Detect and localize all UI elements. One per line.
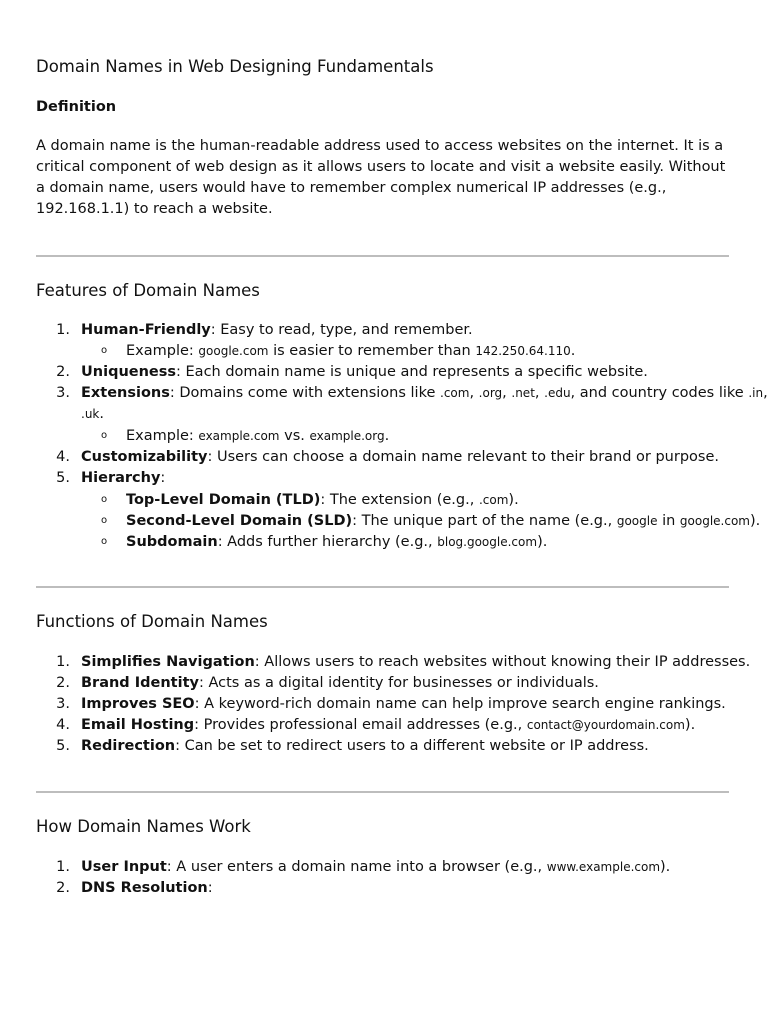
text: Example: [126,428,199,444]
term: Customizability [81,449,208,465]
code-text: google.com [198,344,269,358]
description: : Acts as a digital identity for businesses or individuals. [198,675,599,691]
term: Extensions [81,385,170,401]
text: : Adds further hierarchy (e.g., [217,534,438,550]
list-number: 2. [56,364,70,380]
text: , [469,385,479,401]
code-text: google.com [679,514,750,528]
list-number: 3. [56,696,70,712]
code-text: 142.250.64.110 [475,344,571,358]
definition-heading: Definition [36,99,117,115]
code-text: blog.google.com [437,535,538,549]
section-divider [36,791,729,793]
code-text: .edu [544,386,571,400]
section-divider [36,586,729,588]
term: DNS Resolution [81,880,208,896]
text: , [502,385,512,401]
list-number: 5. [56,738,70,754]
functions-heading: Functions of Domain Names [36,612,268,631]
term: Hierarchy [81,470,161,486]
text: . [384,428,390,444]
text: ). [660,859,671,875]
how-heading: How Domain Names Work [36,817,251,836]
text: . [99,406,104,422]
list-number: 5. [56,470,70,486]
term: Redirection [81,738,176,754]
code-text: example.org [309,429,385,443]
bullet-icon: o [101,430,108,441]
code-text: google [616,514,658,528]
text: ). [750,513,761,529]
text: ). [508,492,519,508]
description: : A keyword-rich domain name can help improve search engine rankings. [194,696,726,712]
term: User Input [81,859,167,875]
description: : [207,880,213,896]
text: . [570,343,576,359]
text: : A user enters a domain name into a browser (e.g., [166,859,547,875]
code-text: .org [478,386,503,400]
list-number: 1. [56,859,70,875]
list-number: 4. [56,449,70,465]
code-text: .net [511,386,535,400]
term: Top-Level Domain (TLD) [126,492,321,508]
term: Simplifies Navigation [81,654,255,670]
text: , and country codes like [570,385,749,401]
text: : The unique part of the name (e.g., [352,513,617,529]
text: ). [537,534,548,550]
bullet-icon: o [101,494,108,505]
term: Brand Identity [81,675,199,691]
code-text: .uk [81,407,100,421]
list-number: 1. [56,322,70,338]
text: ). [684,717,696,733]
description: : Allows users to reach websites without knowing their IP addresses. [254,654,751,670]
text: is easier to remember than [268,343,476,359]
description: : Can be set to redirect users to a different website or IP address. [175,738,649,754]
term: Human-Friendly [81,322,211,338]
code-text: .com [478,493,509,507]
text: vs. [279,428,310,444]
list-number: 1. [56,654,70,670]
document-title: Domain Names in Web Designing Fundamentals [36,57,434,76]
bullet-icon: o [101,345,108,356]
definition-paragraph: A domain name is the human-readable address used to access websites on the internet. It is a critical component of web design as it allows users to locate and visit a website easily. Without a domain name, users would have to remember complex numerical IP addresses (e.g., 192.168.1.1) to reach a website. [36,138,726,217]
code-text: www.example.com [546,860,661,874]
list-number: 3. [56,385,70,401]
list-number: 2. [56,880,70,896]
text: in [657,513,680,529]
term: Second-Level Domain (SLD) [126,513,353,529]
text: : The extension (e.g., [320,492,479,508]
code-text: .in [748,386,764,400]
text: : Domains come with extensions like [169,385,440,401]
text: Example: [126,343,199,359]
section-divider [36,255,729,257]
term: Subdomain [126,534,218,550]
term: Email Hosting [81,717,195,733]
list-number: 4. [56,717,70,733]
text: , [763,385,768,401]
text: , [534,385,545,401]
bullet-icon: o [101,536,108,547]
description: : Users can choose a domain name relevant to their brand or purpose. [207,449,719,465]
term: Uniqueness [81,364,177,380]
list-number: 2. [56,675,70,691]
description: : [160,470,166,486]
description: : Each domain name is unique and represents a specific website. [176,364,648,380]
description: : Easy to read, type, and remember. [210,322,473,338]
code-text: .com [440,386,470,400]
term: Improves SEO [81,696,195,712]
code-text: contact@yourdomain.com [526,718,685,732]
text: : Provides professional email addresses (e.g., [194,717,527,733]
code-text: example.com [198,429,280,443]
bullet-icon: o [101,515,108,526]
features-heading: Features of Domain Names [36,281,260,300]
